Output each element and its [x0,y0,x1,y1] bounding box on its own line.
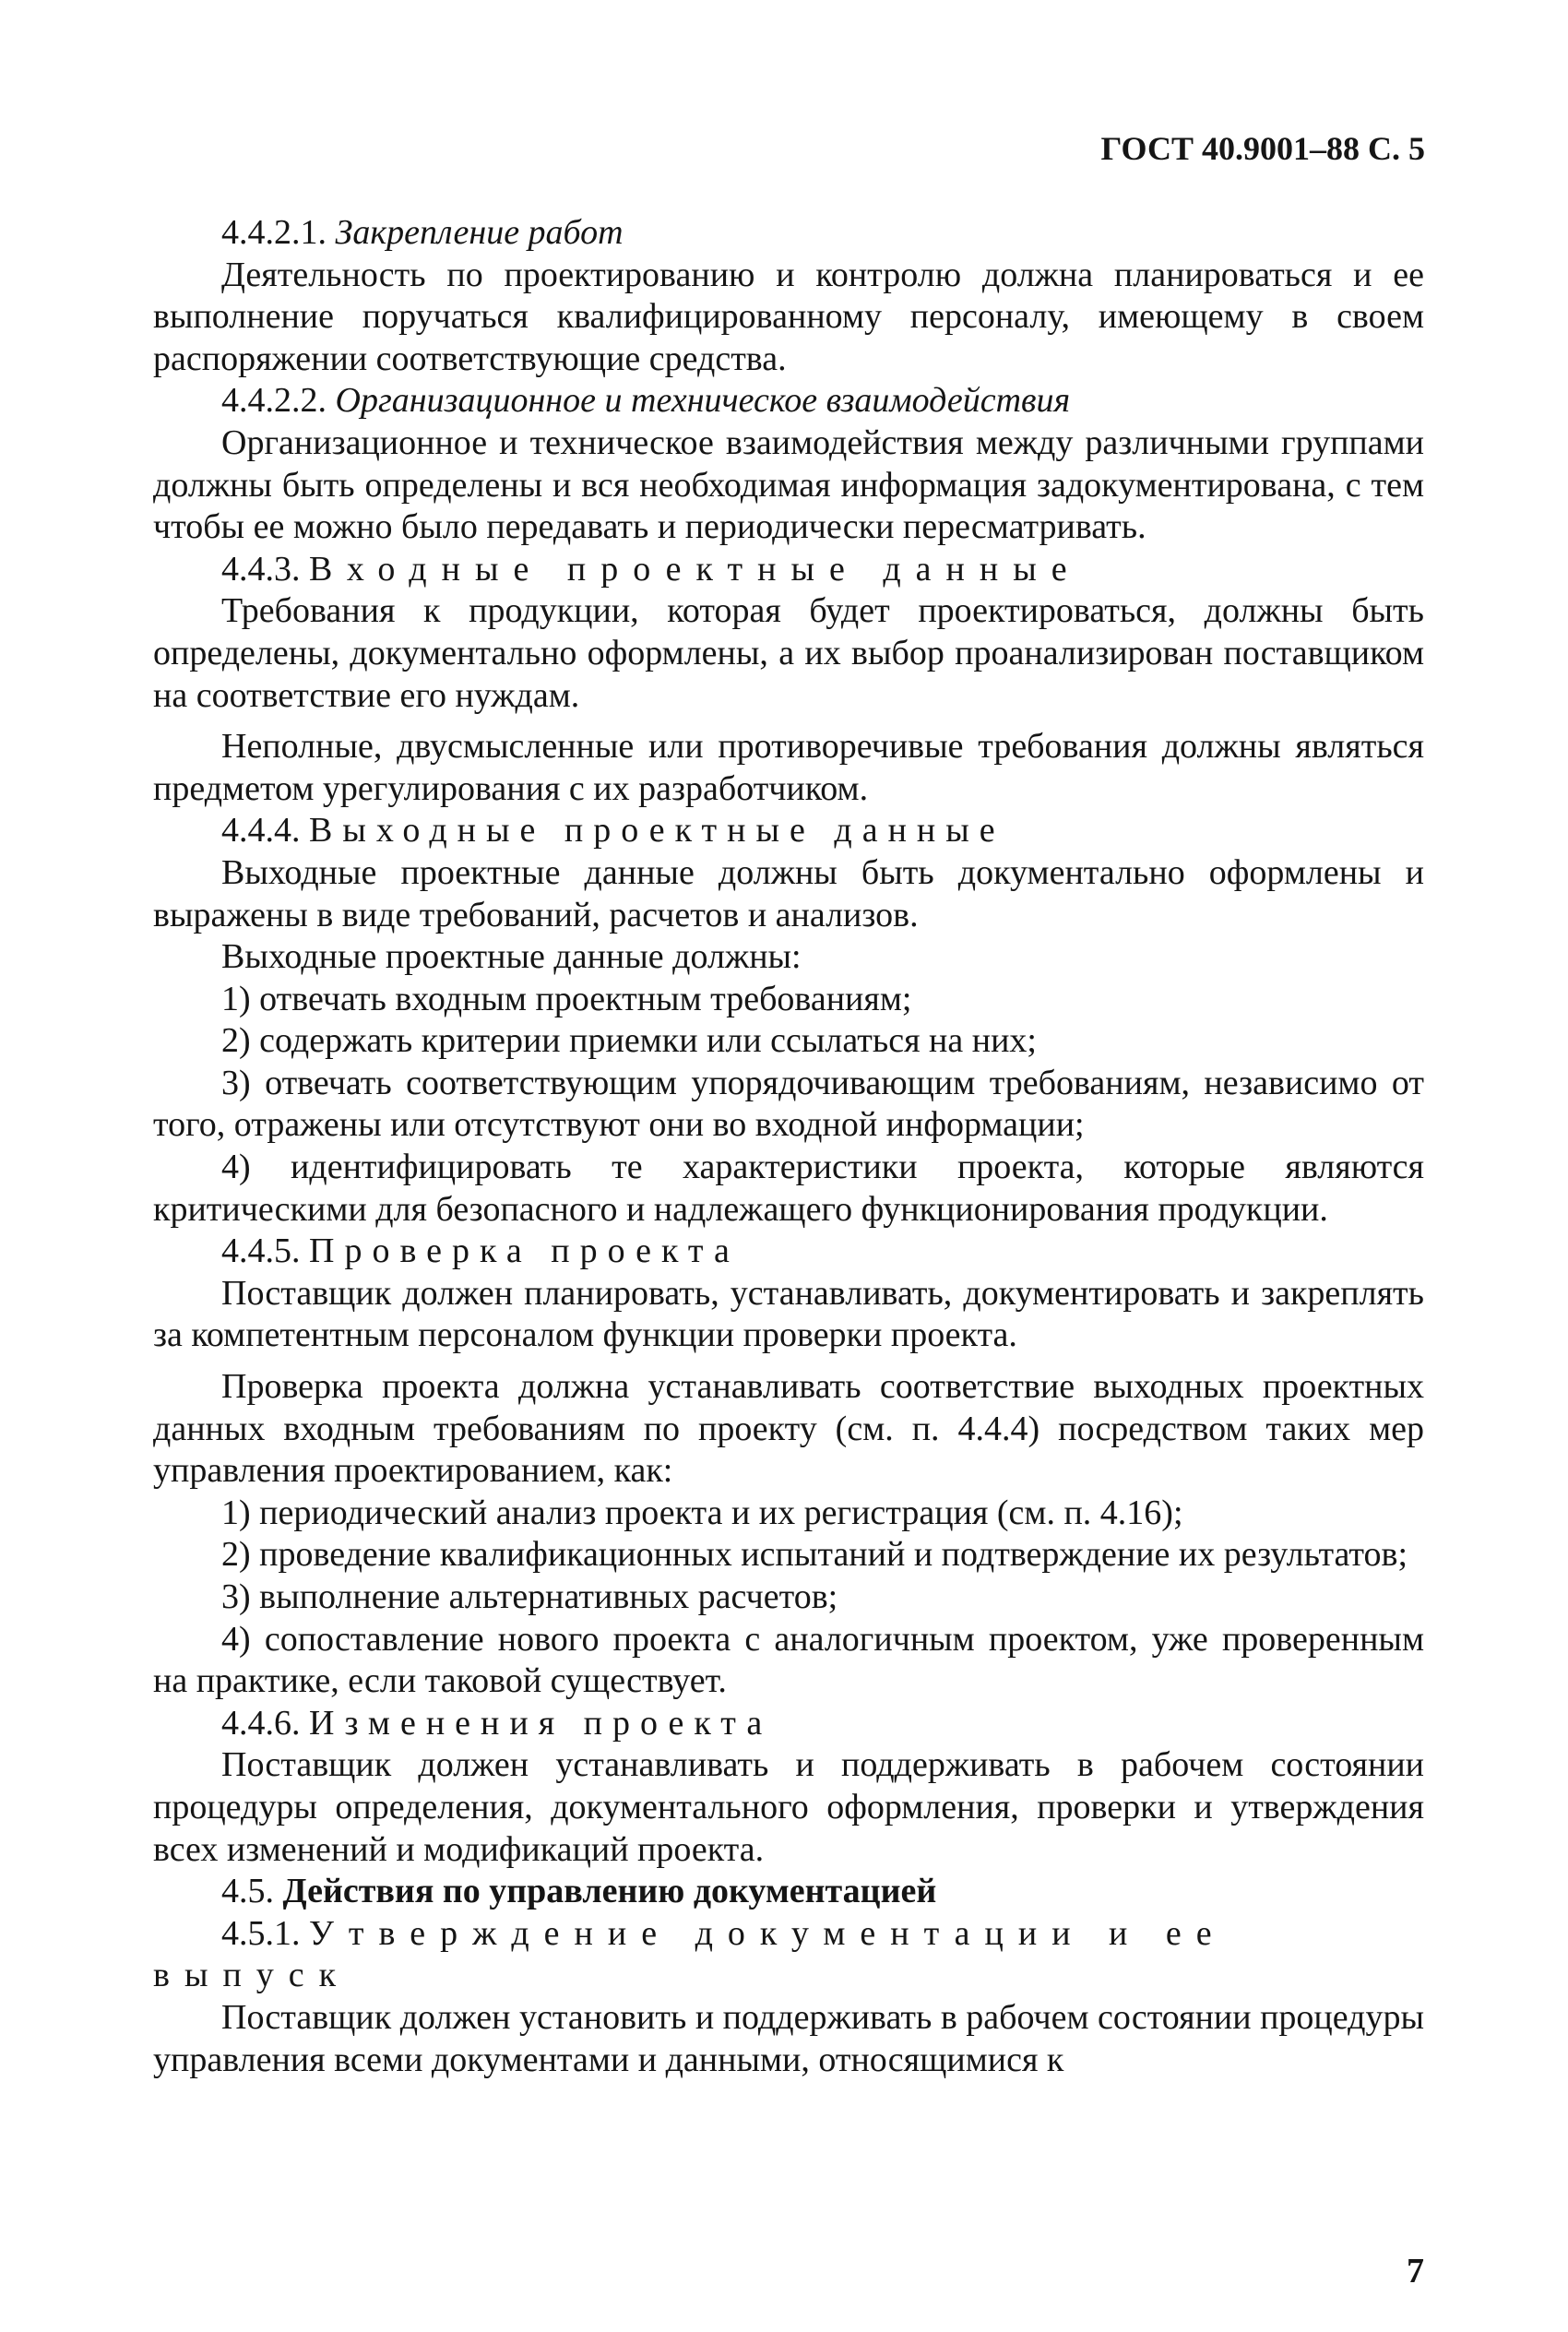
page-number: 7 [1407,2252,1424,2290]
paragraph: Проверка проекта должна устанавливать соответствие выходных проектных данных входным требованиям по проекту (см. п. 4.4.4) посредством таких мер управления проектированием, как: [153,1367,1424,1491]
section-number: 4.4.6. [221,1703,309,1743]
section-number: 4.5. [221,1872,283,1911]
section-heading-4-4-2-2 [153,380,1424,422]
paragraph: Деятельность по проектированию и контролю должна планироваться и ее выполнение поручаться квалифицированному персоналу, имеющему в своем распоряжении соответствующие средства. [153,255,1424,378]
paragraph: Требования к продукции, которая будет проектироваться, должны быть определены, документально оформлены, а их выбор проанализирован поставщиком на соответствие его нуждам. [153,591,1424,715]
section-heading-4-4-6 [153,1703,1424,1745]
list-item: 2) проведение квалификационных испытаний и подтверждение их результатов; [221,1535,1408,1575]
paragraph: Поставщик должен установить и поддерживать в рабочем состоянии процедуры управления всеми документами и данными, относящимися к [153,1997,1424,2079]
paragraph: Неполные, двусмысленные или противоречивые требования должны являться предметом урегулирования с их разработчиком. [153,727,1424,808]
section-number: 4.4.2.2. [221,381,336,421]
paragraph: Организационное и техническое взаимодействия между различными группами должны быть определены и вся необходимая информация задокументирована, с тем чтобы ее можно было передавать и периодически пересматривать. [153,422,1424,547]
section-title: Действия по управлению документацией [282,1872,937,1911]
section-title: Изменения проекта [309,1703,773,1743]
paragraph: Поставщик должен устанавливать и поддерживать в рабочем состоянии процедуры определения, документального оформления, проверки и утверждения всех изменений и модификаций проекта. [153,1745,1424,1869]
section-title: Закрепление работ [335,213,624,252]
document-body [153,212,1424,2081]
list-item: 2) содержать критерии приемки или ссылаться на них; [221,1021,1037,1061]
paragraph: Поставщик должен планировать, устанавливать, документировать и закреплять за компетентным персоналом функции проверки проекта. [153,1273,1424,1355]
section-number: 4.4.3. [221,549,309,589]
list-item: 4) сопоставление нового проекта с аналогичным проектом, уже проверенным на практике, если таковой существует. [153,1619,1424,1701]
section-number: 4.4.5. [221,1231,309,1271]
list-item: 3) отвечать соответствующим упорядочивающим требованиям, независимо от того, отражены или отсутствуют они во входной информации; [153,1063,1424,1145]
section-number: 4.4.4. [221,811,309,851]
section-heading-4-5-1 [153,1913,1424,1997]
section-title: Проверка проекта [309,1231,740,1271]
paragraph: Выходные проектные данные должны: [221,937,802,977]
section-heading-4-4-3 [153,549,1424,591]
page-header: ГОСТ 40.9001–88 С. 5 [1100,130,1425,167]
section-number: 4.5.1. [221,1913,309,1953]
section-heading-4-4-5 [153,1231,1424,1273]
section-title: Входные проектные данные [309,549,1082,589]
section-title: Выходные проектные данные [309,811,1005,851]
list-item: 3) выполнение альтернативных расчетов; [221,1577,838,1616]
section-title: Организационное и техническое взаимодействия [335,381,1071,421]
section-heading-4-5 [153,1871,1424,1913]
section-heading-4-4-2-1 [153,212,1424,255]
list-item: 4) идентифицировать те характеристики проекта, которые являются критическими для безопасного и надлежащего функционирования продукции. [153,1148,1424,1229]
section-number: 4.4.2.1. [221,213,336,252]
list-item: 1) отвечать входным проектным требованиям; [221,979,912,1018]
section-title: Утверждение документации и ее выпуск [153,1913,1227,1995]
paragraph: Выходные проектные данные должны быть документально оформлены и выражены в виде требований, расчетов и анализов. [153,852,1424,934]
list-item: 1) периодический анализ проекта и их регистрация (см. п. 4.16); [221,1493,1183,1532]
section-heading-4-4-4 [153,810,1424,852]
